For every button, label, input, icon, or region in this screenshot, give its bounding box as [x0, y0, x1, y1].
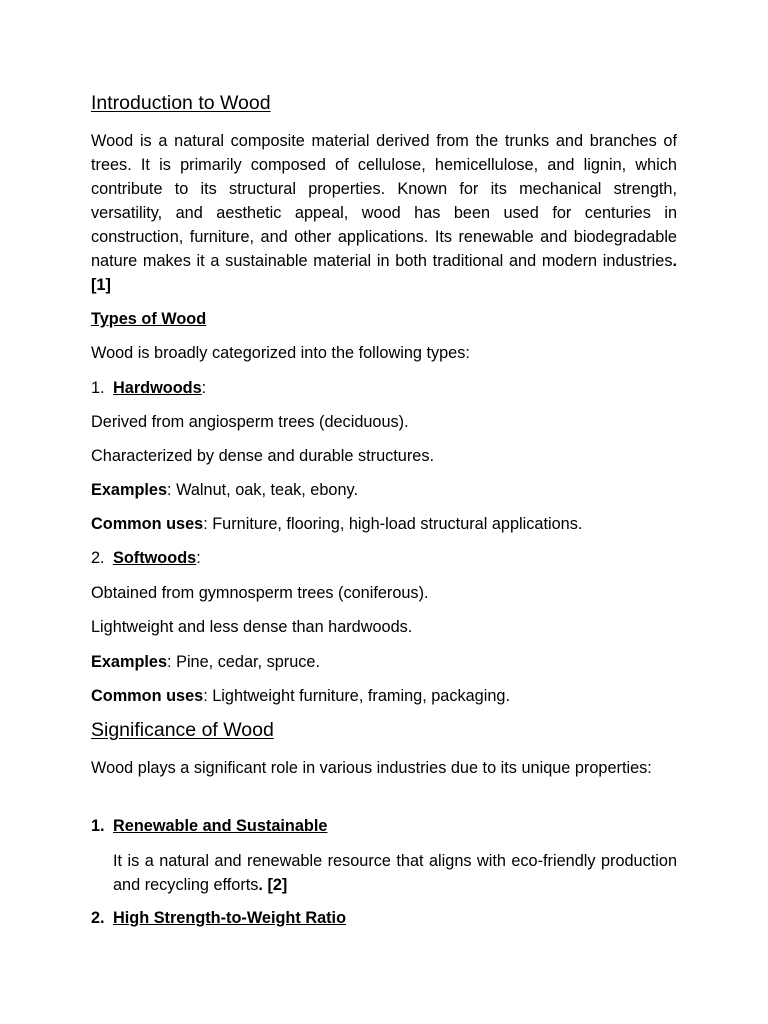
softwoods-examples-label: Examples [91, 653, 168, 671]
hardwoods-line-2: Characterized by dense and durable structures. [91, 447, 435, 465]
hardwoods-line-1: Derived from angiosperm trees (deciduous). [91, 413, 409, 431]
significance-item-1-citation: . [2] [258, 876, 288, 894]
softwoods-examples [91, 650, 320, 674]
significance-item-1 [91, 814, 327, 838]
softwoods-colon: : [196, 549, 201, 567]
hardwoods-item [91, 376, 206, 400]
significance-item-1-title: Renewable and Sustainable [113, 817, 328, 835]
significance-item-1-text: It is a natural and renewable resource that aligns with eco-friendly production and recycling efforts [113, 852, 677, 894]
significance-item-2-title: High Strength-to-Weight Ratio [113, 909, 347, 927]
softwoods-number: 2. [91, 549, 105, 567]
significance-lead: Wood plays a significant role in various industries due to its unique properties: [91, 759, 652, 777]
types-lead: Wood is broadly categorized into the following types: [91, 344, 470, 362]
hardwoods-examples-label: Examples [91, 481, 168, 499]
softwoods-uses-label: Common uses [91, 687, 204, 705]
significance-item-1-body [113, 849, 677, 897]
significance-item-1-number: 1. [91, 817, 105, 835]
significance-item-2 [91, 906, 346, 930]
hardwoods-uses-label: Common uses [91, 515, 204, 533]
hardwoods-number: 1. [91, 379, 105, 397]
hardwoods-colon: : [201, 379, 207, 397]
intro-paragraph [91, 129, 677, 297]
significance-item-2-number: 2. [91, 909, 105, 927]
softwoods-line-2: Lightweight and less dense than hardwoods. [91, 618, 413, 636]
significance-heading: Significance of Wood [91, 719, 274, 741]
softwoods-uses [91, 684, 510, 708]
intro-body: Wood is a natural composite material derived from the trunks and branches of trees. It is primarily composed of cellulose, hemicellulose, and lignin, which contribute to its structural properties. Known for its mechanical strength, versatility, and aesthetic appeal, wood has been used for centuries in construction, furniture, and other applications. Its renewable and biodegradable nature makes it a sustainable material in both traditional and modern industries [91, 132, 677, 270]
softwoods-examples-text: : Pine, cedar, spruce. [167, 653, 320, 671]
types-heading: Types of Wood [91, 310, 207, 328]
softwoods-title: Softwoods [113, 549, 197, 567]
hardwoods-examples-text: : Walnut, oak, teak, ebony. [167, 481, 358, 499]
softwoods-line-1: Obtained from gymnosperm trees (coniferous). [91, 584, 429, 602]
hardwoods-examples [91, 478, 358, 502]
hardwoods-uses [91, 512, 582, 536]
hardwoods-uses-text: : Furniture, flooring, high-load structural applications. [203, 515, 583, 533]
softwoods-uses-text: : Lightweight furniture, framing, packaging. [203, 687, 510, 705]
intro-citation: . [1] [91, 252, 677, 294]
softwoods-item [91, 546, 201, 570]
intro-heading: Introduction to Wood [91, 92, 271, 114]
hardwoods-title: Hardwoods [113, 379, 202, 397]
